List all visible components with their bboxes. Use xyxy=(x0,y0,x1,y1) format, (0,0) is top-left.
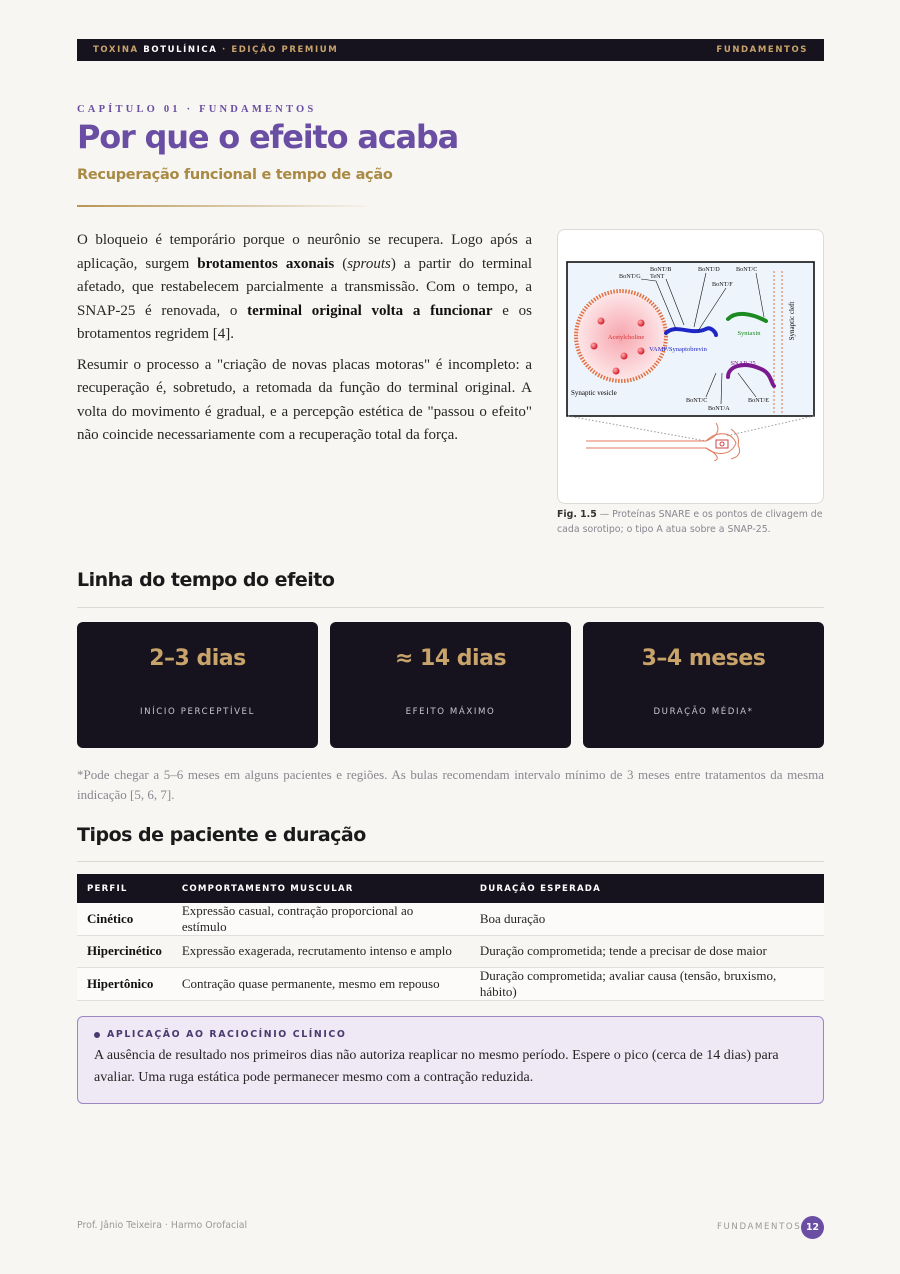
footer-section: FUNDAMENTOS xyxy=(717,1222,802,1232)
patients-table xyxy=(77,874,824,1001)
title-divider xyxy=(77,205,367,207)
ach-molecule xyxy=(591,343,598,350)
callout-text: A ausência de resultado nos primeiros dias não autoriza reaplicar no mesmo período. Espere o pico (cerca de 14 dias) para avaliar. Uma ruga estática pode permanecer mesmo com a contração reduzida. xyxy=(94,1048,779,1085)
timeline-footnote: *Pode chegar a 5–6 meses em alguns pacientes e regiões. As bulas recomendam intervalo mínimo de 3 meses entre tratamentos da mesma indicação [5, 6, 7]. xyxy=(77,767,824,802)
paragraph-1: O bloqueio é temporário porque o neurônio se recupera. Logo após a aplicação, surgem brotamentos axonais (sprouts) a partir do terminal afetado, que restabelecem parcialmente a transmissão. Com o tempo, a SNAP-25 é renovada, o terminal original volta a funcionar e os brotamentos regridem [4]. xyxy=(77,232,532,342)
body-text xyxy=(77,229,532,455)
patients-heading-rule xyxy=(77,861,824,862)
header-title: TOXINA BOTULÍNICA · EDIÇÃO PREMIUM xyxy=(93,45,339,55)
table-row xyxy=(77,903,824,936)
table-row xyxy=(77,936,824,968)
page-subtitle: Recuperação funcional e tempo de ação xyxy=(77,167,393,183)
bont-b-label: BoNT/B xyxy=(650,266,672,273)
table-row xyxy=(77,967,824,1000)
bont-c-top-label: BoNT/C xyxy=(736,266,758,273)
patients-heading: Tipos de paciente e duração xyxy=(77,824,366,846)
bullet-icon xyxy=(94,1032,100,1038)
bont-e-label: BoNT/E xyxy=(748,397,769,404)
figure-card xyxy=(557,229,824,504)
ach-label: Acetylcholine xyxy=(607,334,645,341)
ach-molecule xyxy=(598,318,605,325)
ach-molecule xyxy=(613,368,620,375)
vesicle-label: Synaptic vesicle xyxy=(571,389,617,397)
ach-molecule xyxy=(638,320,645,327)
vamp-label: VAMP/Synaptobrevin xyxy=(649,346,707,353)
stat-label: DURAÇÃO MÉDIA* xyxy=(653,707,754,717)
cleft-label: Synaptic cleft xyxy=(788,301,796,341)
bont-f-label: BoNT/F xyxy=(712,281,733,288)
neuron-sketch xyxy=(568,416,814,461)
stat-card-onset xyxy=(77,622,318,748)
page-number: 12 xyxy=(801,1216,824,1239)
table-cell: Duração comprometida; tende a precisar de dose maior xyxy=(470,936,824,968)
stat-label: EFEITO MÁXIMO xyxy=(405,707,496,717)
syntaxin-label: Syntaxin xyxy=(737,330,761,337)
table-cell: Expressão casual, contração proporcional ao estímulo xyxy=(172,903,470,936)
ach-molecule xyxy=(638,348,645,355)
stat-value: 3–4 meses xyxy=(641,646,766,671)
stat-value: ≈ 14 dias xyxy=(394,646,507,671)
stat-card-duration xyxy=(583,622,824,748)
bont-a-label: BoNT/A xyxy=(708,405,730,412)
snap25-label: SNAP-25 xyxy=(730,360,756,367)
stat-value: 2–3 dias xyxy=(149,646,246,671)
table-cell: Boa duração xyxy=(470,903,824,936)
table-cell: Hipercinético xyxy=(77,936,172,968)
paragraph-2: Resumir o processo a "criação de novas placas motoras" é incompleto: a recuperação é, sobretudo, a retomada da função do terminal original. A volta do movimento é gradual, e a percepção estética de "passou o efeito" não coincide necessariamente com a recuperação total da força. xyxy=(77,356,532,443)
bont-d-label: BoNT/D xyxy=(698,266,720,273)
ach-molecule xyxy=(621,353,628,360)
timeline-heading-rule xyxy=(77,607,824,608)
clinical-callout xyxy=(77,1016,824,1104)
chapter-kicker: CAPÍTULO 01 · FUNDAMENTOS xyxy=(77,104,317,115)
table-header-row xyxy=(77,874,824,903)
bont-c-bot-label: BoNT/C xyxy=(686,397,708,404)
table-cell: Expressão exagerada, recrutamento intenso e amplo xyxy=(172,936,470,968)
page-title: Por que o efeito acaba xyxy=(77,118,458,156)
table-cell: Cinético xyxy=(77,903,172,936)
snare-diagram xyxy=(566,261,816,461)
header-section: FUNDAMENTOS xyxy=(716,45,808,55)
table-cell: Duração comprometida; avaliar causa (tensão, bruxismo, hábito) xyxy=(470,967,824,1000)
timeline-heading: Linha do tempo do efeito xyxy=(77,569,335,591)
column-header: PERFIL xyxy=(77,874,172,903)
running-header xyxy=(77,39,824,61)
figure-caption: Fig. 1.5 — Proteínas SNARE e os pontos de clivagem de cada sorotipo; o tipo A atua sobre a SNAP-25. xyxy=(557,509,823,535)
column-header: COMPORTAMENTO MUSCULAR xyxy=(172,874,470,903)
stat-card-peak xyxy=(330,622,571,748)
callout-title: APLICAÇÃO AO RACIOCÍNIO CLÍNICO xyxy=(94,1029,807,1040)
column-header: DURAÇÃO ESPERADA xyxy=(470,874,824,903)
tent-label: TeNT xyxy=(650,273,665,280)
stat-label: INÍCIO PERCEPTÍVEL xyxy=(140,707,255,717)
table-cell: Contração quase permanente, mesmo em repouso xyxy=(172,967,470,1000)
table-cell: Hipertônico xyxy=(77,967,172,1000)
footer-author: Prof. Jânio Teixeira · Harmo Orofacial xyxy=(77,1220,248,1231)
bont-g-label: BoNT/G xyxy=(619,273,641,280)
